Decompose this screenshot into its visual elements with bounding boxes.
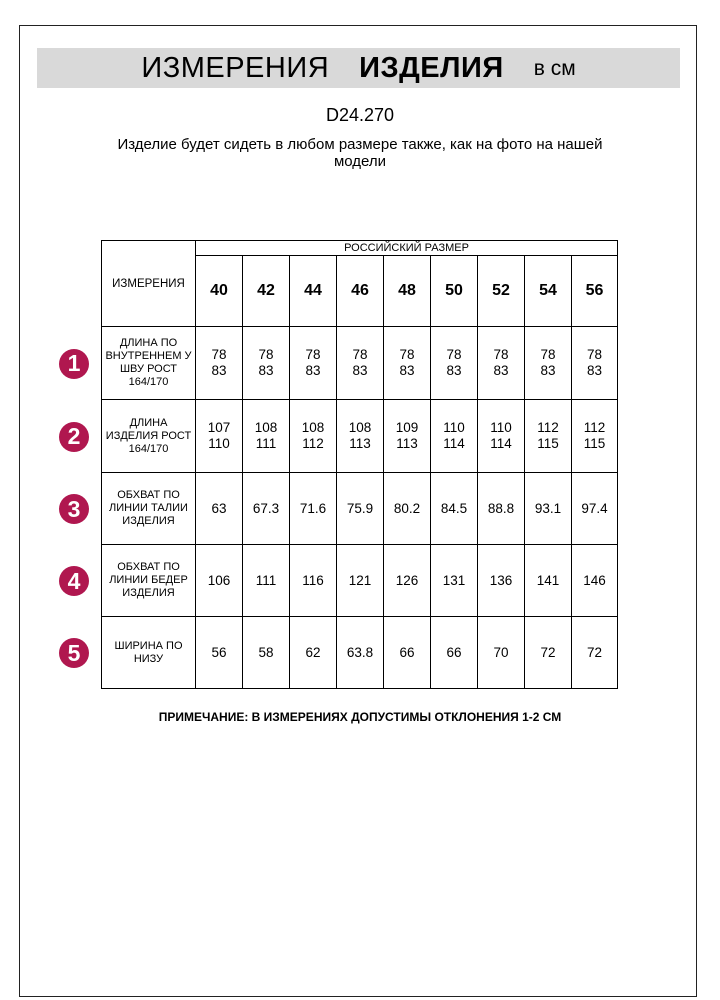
measurement-value: 66 (399, 644, 415, 660)
measurement-value: 78 (540, 347, 556, 362)
size-header: 42 (243, 256, 290, 327)
measurement-cell (478, 617, 525, 689)
measurement-cell (478, 473, 525, 545)
measurement-value: 84.5 (440, 500, 468, 516)
measurement-value: 75.9 (346, 500, 374, 516)
measurement-cell (572, 473, 618, 545)
measurement-cell (572, 400, 618, 473)
measurement-cell (243, 327, 290, 400)
measurement-cell (384, 545, 431, 617)
measurement-value: 131 (442, 572, 466, 588)
measurement-value: 112 (537, 420, 559, 435)
measurement-label: ОБХВАТ ПО ЛИНИИ БЕДЕР ИЗДЕЛИЯ (102, 545, 196, 617)
measurement-cell (290, 617, 337, 689)
measurement-value: 83 (305, 363, 321, 378)
measurement-cell (525, 545, 572, 617)
measurement-label: ШИРИНА ПО НИЗУ (102, 617, 196, 689)
measurement-cell (196, 545, 243, 617)
measurement-cell (337, 617, 384, 689)
measurement-cell (525, 617, 572, 689)
measurement-value: 111 (255, 572, 277, 588)
measurement-cell (572, 327, 618, 400)
measurement-cell (384, 400, 431, 473)
measurement-cell (431, 400, 478, 473)
measurement-value: 109 (395, 420, 419, 435)
measurement-row (102, 400, 618, 473)
measurement-cell (290, 327, 337, 400)
measurement-cell (290, 473, 337, 545)
measurement-cell (196, 327, 243, 400)
measurement-value: 112 (302, 436, 324, 451)
measurement-cell (431, 473, 478, 545)
measurement-cell (431, 545, 478, 617)
corner-label: ИЗМЕРЕНИЯ (102, 241, 196, 327)
measurement-cell (525, 327, 572, 400)
measurement-value: 78 (211, 347, 227, 362)
size-header: 48 (384, 256, 431, 327)
measurement-cell (525, 400, 572, 473)
measurement-value: 108 (301, 420, 325, 435)
size-header: 56 (572, 256, 618, 327)
measurement-value: 83 (493, 363, 509, 378)
measurement-value: 88.8 (487, 500, 515, 516)
title-part2: ИЗДЕЛИЯ (359, 51, 504, 84)
measurement-cell (478, 327, 525, 400)
measurement-value: 56 (211, 644, 227, 660)
measurement-value: 78 (305, 347, 321, 362)
size-header: 52 (478, 256, 525, 327)
measurement-cell (478, 400, 525, 473)
measurement-cell (478, 545, 525, 617)
measurement-value: 113 (349, 436, 371, 451)
measurement-cell (431, 327, 478, 400)
measurement-value: 78 (493, 347, 509, 362)
measurement-value: 63.8 (346, 644, 374, 660)
measurement-cell (384, 473, 431, 545)
measurement-cell (572, 617, 618, 689)
measurement-cell (243, 473, 290, 545)
measurement-cell (290, 545, 337, 617)
measurement-value: 78 (586, 347, 603, 362)
measurement-cell (337, 473, 384, 545)
measurement-cell (525, 473, 572, 545)
measurement-value: 114 (443, 436, 465, 451)
measurement-label: ОБХВАТ ПО ЛИНИИ ТАЛИИ ИЗДЕЛИЯ (102, 473, 196, 545)
measurement-cell (337, 327, 384, 400)
row-number-badge: 4 (59, 566, 89, 596)
measurement-value: 121 (348, 572, 372, 588)
measurement-value: 93.1 (534, 500, 562, 516)
title-banner (37, 48, 680, 88)
measurement-value: 110 (490, 420, 512, 435)
measurement-value: 72 (586, 644, 603, 660)
fit-subtitle: Изделие будет сидеть в любом размере также, как на фото на нашей модели (117, 136, 603, 170)
measurement-cell (431, 617, 478, 689)
row-number-badge: 1 (59, 349, 89, 379)
measurement-value: 58 (258, 644, 274, 660)
measurement-value: 112 (583, 420, 606, 435)
measurement-value: 141 (536, 572, 560, 588)
measurement-cell (243, 545, 290, 617)
size-header: 40 (196, 256, 243, 327)
measurement-cell (196, 617, 243, 689)
measurement-value: 116 (302, 572, 324, 588)
size-header: 44 (290, 256, 337, 327)
measurement-cell (337, 400, 384, 473)
measurement-cell (384, 617, 431, 689)
measurement-cell (337, 545, 384, 617)
measurement-row (102, 473, 618, 545)
measurement-cell (290, 400, 337, 473)
measurement-row (102, 327, 618, 400)
measurement-value: 78 (352, 347, 368, 362)
measurement-value: 126 (395, 572, 419, 588)
measurement-value: 70 (493, 644, 509, 660)
measurement-value: 63 (211, 500, 227, 516)
size-header: 54 (525, 256, 572, 327)
measurement-value: 113 (396, 436, 418, 451)
measurement-value: 115 (583, 436, 606, 451)
measurement-value: 97.4 (581, 500, 608, 516)
measurement-value: 67.3 (252, 500, 280, 516)
measurement-cell (196, 400, 243, 473)
measurement-value: 66 (446, 644, 462, 660)
measurement-value: 110 (208, 436, 230, 451)
measurement-row (102, 617, 618, 689)
measurement-value: 62 (305, 644, 321, 660)
measurement-value: 78 (399, 347, 415, 362)
measurement-value: 83 (586, 363, 603, 378)
measurement-cell (243, 400, 290, 473)
size-header: 50 (431, 256, 478, 327)
measurement-cell (243, 617, 290, 689)
size-group-label: РОССИЙСКИЙ РАЗМЕР (196, 241, 618, 256)
tolerance-note: ПРИМЕЧАНИЕ: В ИЗМЕРЕНИЯХ ДОПУСТИМЫ ОТКЛОНЕНИЯ 1-2 СМ (158, 710, 562, 724)
measurement-value: 107 (207, 420, 231, 435)
measurement-label: ДЛИНА ИЗДЕЛИЯ РОСТ 164/170 (102, 400, 196, 473)
measurement-cell (196, 473, 243, 545)
measurement-row (102, 545, 618, 617)
measurement-value: 83 (399, 363, 415, 378)
measurement-value: 80.2 (393, 500, 421, 516)
row-number-badge: 5 (59, 638, 89, 668)
measurement-value: 110 (443, 420, 465, 435)
measurement-value: 83 (258, 363, 274, 378)
measurement-value: 108 (348, 420, 372, 435)
measurement-value: 83 (211, 363, 227, 378)
size-header: 46 (337, 256, 384, 327)
measurement-value: 83 (540, 363, 556, 378)
measurement-cell (572, 545, 618, 617)
row-number-badge: 2 (59, 422, 89, 452)
size-table (101, 240, 618, 689)
measurement-value: 71.6 (299, 500, 327, 516)
measurement-value: 78 (258, 347, 274, 362)
measurement-value: 106 (207, 572, 231, 588)
measurement-value: 146 (583, 572, 606, 588)
product-code: D24.270 (325, 105, 395, 125)
measurement-value: 78 (446, 347, 462, 362)
measurement-cell (384, 327, 431, 400)
title-part1: ИЗМЕРЕНИЯ (141, 51, 330, 84)
measurement-value: 108 (254, 420, 278, 435)
title-unit: в см (533, 57, 576, 80)
measurement-value: 72 (540, 644, 556, 660)
measurement-value: 111 (255, 436, 277, 451)
measurement-value: 114 (490, 436, 512, 451)
measurement-value: 136 (489, 572, 513, 588)
measurement-value: 83 (446, 363, 462, 378)
measurement-value: 83 (352, 363, 368, 378)
measurement-label: ДЛИНА ПО ВНУТРЕННЕМ У ШВУ РОСТ 164/170 (102, 327, 196, 400)
row-number-badge: 3 (59, 494, 89, 524)
measurement-value: 115 (537, 436, 559, 451)
